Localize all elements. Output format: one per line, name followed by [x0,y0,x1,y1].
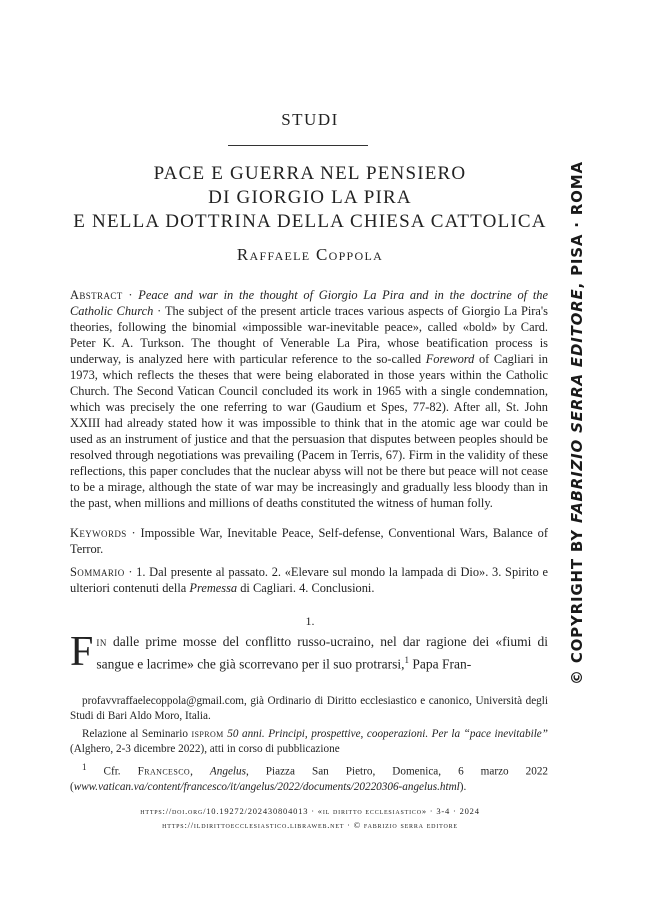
body-paragraph [70,629,548,675]
title-divider [228,145,368,146]
sommario-text-end: di Cagliari. 4. Conclusioni. [237,581,375,595]
keywords [70,525,548,557]
body-text: dalle prime mosse del conflitto russo-ucraino, nel dar ragione dei «fiumi di sangue e lacrime» che già scorrevano per il suo protrarsi, [96,634,548,672]
author-affiliation: profavvraffaelecoppola@gmail.com, già Ordinario di Diritto ecclesiastico e canonico, Università degli Studi di Bari Aldo Moro, Italia. [70,695,548,722]
copyright-notice [568,161,586,685]
copyright-suffix: , PISA · ROMA [568,161,586,289]
page-footer [0,804,620,832]
abstract-separator: · [122,288,139,302]
footnote-1 [70,760,548,795]
footnote-end: ). [459,780,467,793]
body-text-end: Papa Fran- [409,656,472,672]
article-title [0,162,620,234]
abstract [70,287,548,511]
copyright-publisher: FABRIZIO SERRA EDITORE [568,288,586,523]
footnote-url-link[interactable]: www.vatican.va/content/francesco/it/angelus/2022/documents/20220306-angelus.html [73,780,460,793]
abstract-text: · The subject of the present article traces various aspects of Giorgio La Pira's theories, following the binomial «impossible war-inevitable peace», called «bold» by Card. Peter K. A. Turkson. The thought of Venerable La Pira, whose beatification process is underway, is analyzed here with particular reference to the so-called [70,304,548,366]
seminar-note [70,727,548,757]
title-line: DI GIORGIO LA PIRA [208,187,412,208]
title-line: E NELLA DOTTRINA DELLA CHIESA CATTOLICA [73,211,547,232]
abstract-english-title: Peace and war in the thought of Giorgio La Pira and in the doctrine of the Catholic Church [70,288,548,318]
footnote-details: , Piazza San Pietro, Domenica, 6 marzo 2022 ( [70,765,549,793]
doi-line[interactable]: https://doi.org/10.19272/202430804013 · «il diritto ecclesiastico» · 3-4 · 2024 [140,806,480,816]
footnote-comma: , [190,765,210,778]
footnote-number: 1 [82,762,87,772]
seminar-note-end: (Alghero, 2-3 dicembre 2022), atti in corso di pubblicazione [70,743,340,755]
seminar-title: 50 anni. Principi, prospettive, cooperazioni. Per la “pace inevitabile” [223,728,548,740]
sommario [70,564,548,596]
journal-url-line[interactable]: https://ildirittoecclesiastico.libraweb.net · © fabrizio serra editore [162,820,458,830]
footnote-reference[interactable]: 1 [404,655,409,665]
sommario-premessa: Premessa [189,581,238,595]
title-line: PACE E GUERRA NEL PENSIERO [153,163,467,184]
abstract-foreword: Foreword [425,352,475,366]
abstract-text-continued: of Cagliari in 1973, which reflects the theses that were being elaborated in those years within the Catholic Church. The Second Vatican Council concluded its work in 1965 with a single condemnation, which was precisely the one referring to war (Gaudium et Spes, 77-82). After all, St. John XXIII had already stated how it was impossible to think that in the atomic age war could be used as an instrument of justice and that the persuasion that disputes between peoples should be resolved through negotiations was prevailing (Pacem in Terris, 67). Firm in the validity of these reflections, this paper concludes that the nuclear abyss will not be there but peace will not cease to be a mirage, although the state of war may be increasingly and gradually less bloody than in the past, when millions and millions of deaths constituted the witness of human folly. [70,352,548,510]
abstract-label: Abstract [70,288,123,302]
first-word: in [96,634,107,649]
section-label: STUDI [281,110,339,129]
isprom-acronym: isprom [191,728,224,740]
keywords-label: Keywords [70,526,127,540]
footnote-text: Cfr. [86,765,138,778]
footnote-work: Angelus [209,765,246,778]
drop-cap: F [70,629,94,675]
sommario-label: Sommario [70,565,125,579]
section-number: 1. [305,614,315,628]
sommario-text: · 1. Dal presente al passato. 2. «Elevare sul mondo la lampada di Dio». 3. Spirito e ulteriori contenuti della [70,565,548,595]
copyright-prefix: © COPYRIGHT BY [568,523,586,685]
author-name: Raffaele Coppola [236,245,384,264]
footnotes [70,694,548,795]
keywords-text: · Impossible War, Inevitable Peace, Self-defense, Conventional Wars, Balance of Terror. [70,526,548,556]
seminar-note-text: Relazione al Seminario [82,728,192,740]
footnote-author: Francesco [137,765,191,778]
